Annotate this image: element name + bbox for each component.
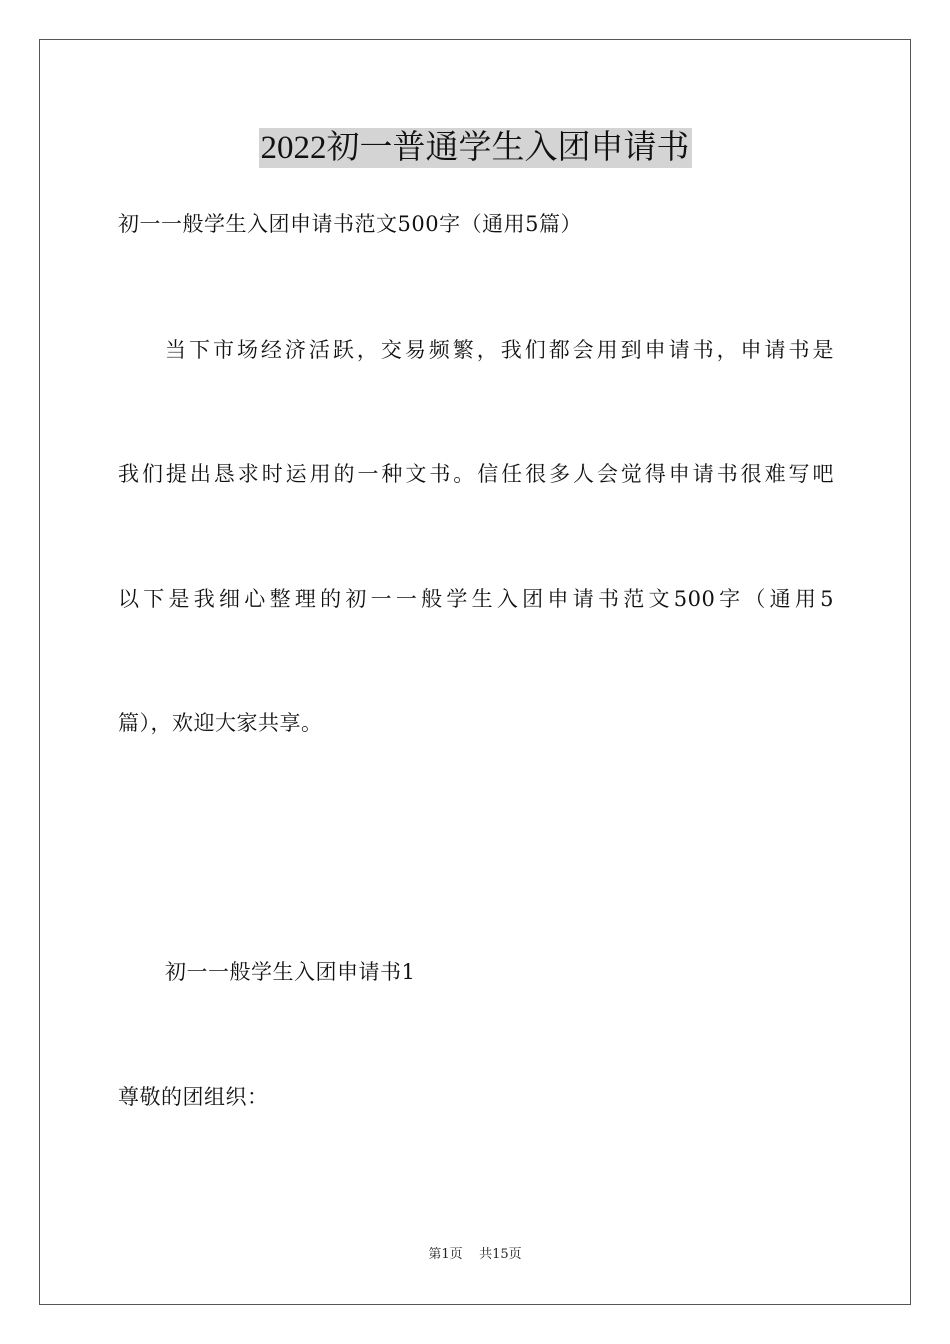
page-total: 共15页 bbox=[479, 1247, 522, 1262]
page-number: 第1页 bbox=[428, 1247, 463, 1262]
section-heading: 初一一般学生入团申请书1 bbox=[165, 960, 416, 984]
document-subtitle: 初一一般学生入团申请书范文500字（通用5篇） bbox=[118, 212, 582, 236]
title-container bbox=[0, 128, 950, 168]
intro-line-2: 我们提出恳求时运用的一种文书。信任很多人会觉得申请书很难写吧 bbox=[118, 462, 834, 486]
intro-line-3: 以下是我细心整理的初一一般学生入团申请书范文500字（通用5 bbox=[118, 587, 834, 611]
intro-line-4: 篇），欢迎大家共享。 bbox=[118, 711, 323, 735]
document-title: 2022初一普通学生入团申请书 bbox=[260, 130, 690, 166]
page-footer bbox=[0, 1246, 950, 1264]
salutation: 尊敬的团组织： bbox=[118, 1085, 269, 1109]
intro-line-1: 当下市场经济活跃，交易频繁，我们都会用到申请书，申请书是 bbox=[165, 338, 834, 362]
